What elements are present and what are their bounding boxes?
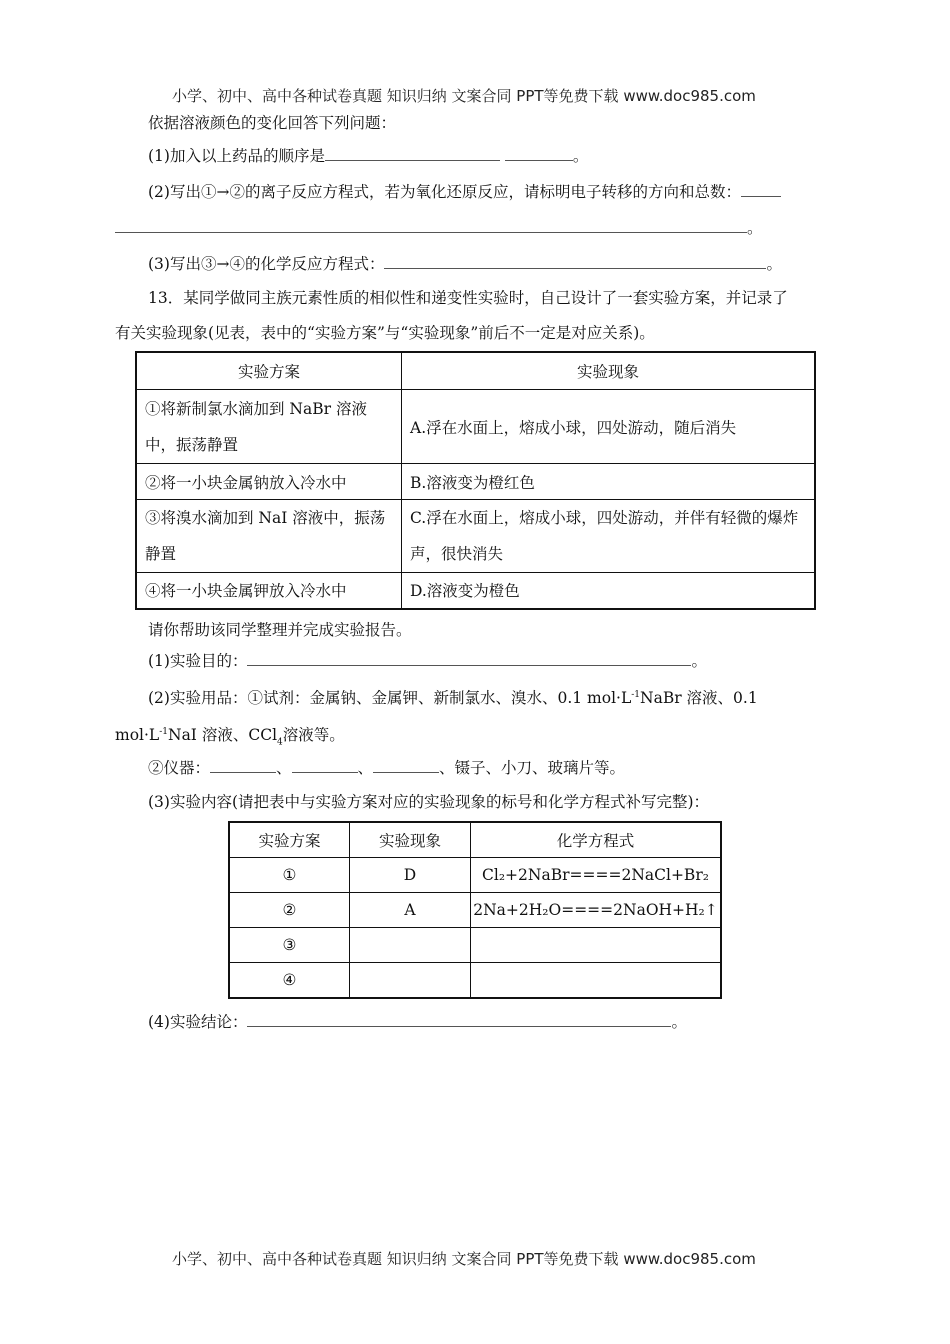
- table-cell: ③: [229, 928, 350, 963]
- table-cell: ④将一小块金属钾放入冷水中: [136, 573, 402, 609]
- period: 。: [671, 1013, 687, 1031]
- superscript: -1: [631, 690, 641, 700]
- q13-stem-line2: 有关实验现象(见表，表中的“实验方案”与“实验现象”前后不一定是对应关系)。: [115, 324, 655, 342]
- q13-part4-text: (4)实验结论：: [148, 1013, 248, 1031]
- q13-part3: (3)实验内容(请把表中与实验方案对应的实验现象的标号和化学方程式补写完整)：: [148, 793, 710, 811]
- q12-part2-cont: [115, 217, 763, 239]
- period: 。: [691, 652, 707, 670]
- answer-blank[interactable]: [384, 254, 766, 269]
- text: mol·L: [115, 726, 160, 745]
- table-cell: C.浮在水面上，熔成小球，四处游动，并伴有轻微的爆炸声，很快消失: [402, 500, 816, 573]
- table-cell[interactable]: [350, 928, 471, 963]
- table-header: 实验现象: [402, 352, 816, 390]
- page-header: 小学、初中、高中各种试卷真题 知识归纳 文案合同 PPT等免费下载 www.doc985.com: [172, 87, 756, 105]
- table-cell: D.溶液变为橙色: [402, 573, 816, 609]
- q12-part2: [148, 181, 781, 203]
- table-cell: ②将一小块金属钠放入冷水中: [136, 464, 402, 500]
- table-header: 实验方案: [136, 352, 402, 390]
- page-footer: 小学、初中、高中各种试卷真题 知识归纳 文案合同 PPT等免费下载 www.doc985.com: [172, 1250, 756, 1268]
- table-cell: ①将新制氯水滴加到 NaBr 溶液中，振荡静置: [136, 390, 402, 464]
- table-header: 化学方程式: [471, 822, 722, 858]
- period: 。: [572, 147, 589, 165]
- table-cell: 2Na+2H₂O====2NaOH+H₂↑: [471, 893, 722, 928]
- table-cell: Cl₂+2NaBr====2NaCl+Br₂: [471, 858, 722, 893]
- table-cell: D: [350, 858, 471, 893]
- table-cell: ①: [229, 858, 350, 893]
- q12-part3-text: (3)写出③→④的化学反应方程式：: [148, 255, 385, 273]
- answer-blank[interactable]: [741, 182, 781, 197]
- answer-blank[interactable]: [505, 146, 573, 161]
- table-header: 实验方案: [229, 822, 350, 858]
- q13-part2-line2: [115, 721, 345, 753]
- table-cell: ②: [229, 893, 350, 928]
- answer-blank[interactable]: [210, 758, 276, 773]
- text: ②仪器：: [148, 759, 211, 777]
- separator: 、: [276, 759, 292, 777]
- table-cell[interactable]: [350, 963, 471, 999]
- q13-part2-text-tail: NaBr 溶液、0.1: [640, 689, 758, 708]
- subscript: 4: [277, 737, 283, 748]
- q12-part2-text: (2)写出①→②的离子反应方程式，若为氧化还原反应，请标明电子转移的方向和总数：: [148, 183, 741, 201]
- table-cell: A.浮在水面上，熔成小球，四处游动，随后消失: [402, 390, 816, 464]
- q13-stem-line1: 13．某同学做同主族元素性质的相似性和递变性实验时，自己设计了一套实验方案，并记录了: [148, 289, 788, 307]
- q13-part1-text: (1)实验目的：: [148, 652, 248, 670]
- q13-part4: [148, 1011, 687, 1033]
- superscript: -1: [159, 727, 168, 737]
- answer-blank[interactable]: [325, 146, 500, 161]
- period: 。: [766, 255, 782, 273]
- q12-part1-text: (1)加入以上药品的顺序是: [148, 147, 325, 165]
- q13-part2-text: (2)实验用品：①试剂：金属钠、金属钾、新制氯水、溴水、0.1 mol·L: [148, 689, 632, 708]
- q12-part1: [148, 145, 588, 167]
- table-cell[interactable]: [471, 963, 722, 999]
- table-cell: ③将溴水滴加到 NaI 溶液中，振荡静置: [136, 500, 402, 573]
- experiment-table: [135, 351, 816, 610]
- q12-part3: [148, 253, 782, 275]
- text: 溶液等。: [282, 726, 345, 745]
- report-table: [228, 821, 722, 999]
- table-cell[interactable]: [471, 928, 722, 963]
- table-cell: A: [350, 893, 471, 928]
- period: 。: [747, 219, 763, 237]
- answer-blank[interactable]: [247, 651, 691, 666]
- q13-help: 请你帮助该同学整理并完成实验报告。: [148, 621, 412, 639]
- separator: 、: [357, 759, 374, 777]
- answer-blank[interactable]: [115, 218, 747, 233]
- text: 、镊子、小刀、玻璃片等。: [439, 759, 626, 777]
- q13-part1: [148, 650, 707, 672]
- text: NaI 溶液、CCl: [168, 726, 278, 745]
- q13-part2-instruments: [148, 757, 625, 779]
- q13-part2-line1: [148, 684, 758, 709]
- table-cell: ④: [229, 963, 350, 999]
- table-header: 实验现象: [350, 822, 471, 858]
- answer-blank[interactable]: [247, 1012, 671, 1027]
- answer-blank[interactable]: [292, 758, 358, 773]
- table-cell: B.溶液变为橙红色: [402, 464, 816, 500]
- q12-intro: 依据溶液颜色的变化回答下列问题：: [148, 114, 397, 132]
- answer-blank[interactable]: [373, 758, 439, 773]
